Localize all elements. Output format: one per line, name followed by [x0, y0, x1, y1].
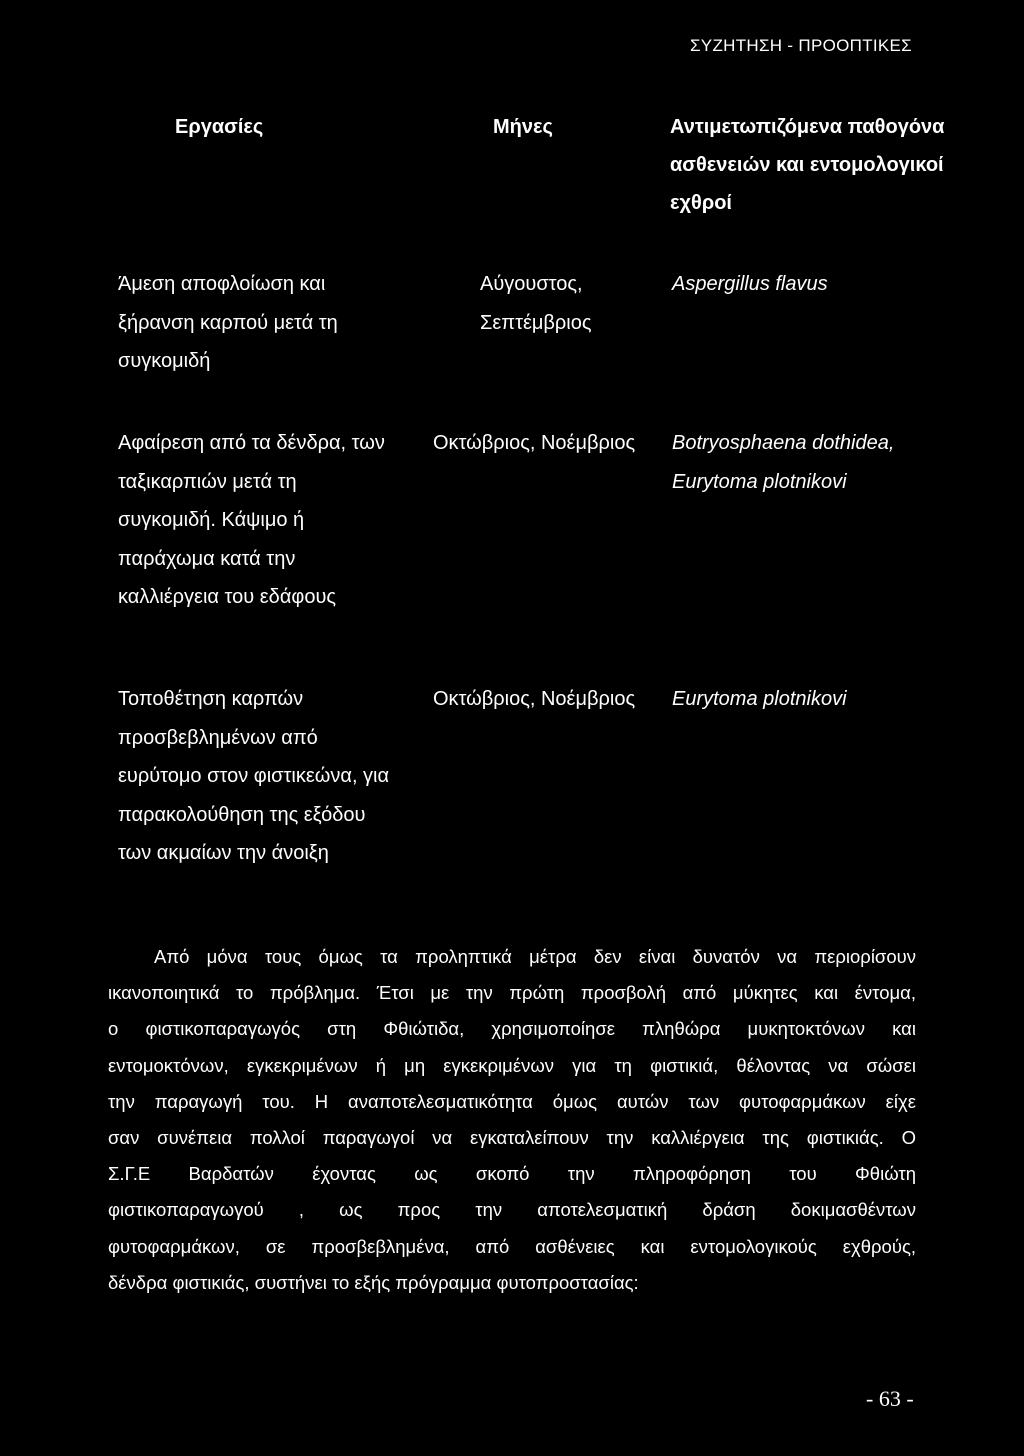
column-header-months: Μήνες: [493, 116, 553, 138]
months-line: Οκτώβριος, Νοέμβριος: [433, 688, 636, 710]
task-line: συγκομιδή: [118, 350, 211, 372]
paragraph-line: Σ.Γ.Ε Βαρδατών έχοντας ως σκοπό την πληροφόρηση του Φθιώτη: [108, 1163, 916, 1185]
paragraph-line: ικανοποιητικά το πρόβλημα. Έτσι με την πρώτη προσβολή από μύκητες και έντομα,: [108, 982, 916, 1004]
months-line: Οκτώβριος, Νοέμβριος: [433, 432, 636, 454]
task-line: καλλιέργεια του εδάφους: [118, 586, 337, 608]
row-3-months: [433, 680, 635, 719]
row-1-task: [118, 265, 338, 381]
running-header: ΣΥΖΗΤΗΣΗ - ΠΡΟΟΠΤΙΚΕΣ: [690, 36, 912, 55]
task-line: Άμεση αποφλοίωση και: [118, 273, 326, 295]
task-line: προσβεβλημένων από: [118, 726, 318, 749]
paragraph-line: Από μόνα τους όμως τα προληπτικά μέτρα δεν είναι δυνατόν να περιορίσουν: [154, 946, 916, 967]
paragraph-line: δένδρα φιστικιάς, συστήνει το εξής πρόγραμμα φυτοπροστασίας:: [108, 1271, 639, 1293]
task-line: παρακολούθηση της εξόδου: [118, 803, 366, 826]
task-line: παράχωμα κατά την: [118, 547, 296, 570]
task-line: των ακμαίων την άνοιξη: [118, 842, 329, 864]
column-header-threats-line: ασθενειών και εντομολογικοί: [670, 154, 944, 176]
threats-line: Aspergillus flavus: [672, 273, 828, 295]
task-line: ξήρανση καρπού μετά τη: [118, 311, 338, 334]
row-1-months: [480, 265, 592, 342]
task-line: ευρύτομο στον φιστικεώνα, για: [118, 765, 390, 787]
paragraph-line: την παραγωγή του. Η αναποτελεσματικότητα όμως αυτών των φυτοφαρμάκων είχε: [108, 1090, 916, 1112]
task-line: συγκομιδή. Κάψιμο ή: [118, 509, 305, 531]
page-number: - 63 -: [866, 1386, 914, 1411]
paragraph-line: φιστικοπαραγωγού , ως προς την αποτελεσματική δράση δοκιμασθέντων: [108, 1199, 916, 1221]
paragraph-line: σαν συνέπεια πολλοί παραγωγοί να εγκαταλείπουν την καλλιέργεια της φιστικιάς. Ο: [108, 1127, 916, 1149]
paragraph-line: φυτοφαρμάκων, σε προσβεβλημένα, από ασθένειες και εντομολογικούς εχθρούς,: [108, 1235, 916, 1257]
threats-line: Eurytoma plotnikovi: [672, 688, 847, 710]
threats-line: Eurytoma plotnikovi: [672, 470, 847, 493]
paragraph-line: ο φιστικοπαραγωγός στη Φθιώτιδα, χρησιμοποίησε πληθώρα μυκητοκτόνων και: [108, 1018, 916, 1040]
row-2-months: [433, 424, 635, 463]
threats-line: Botryosphaena dothidea,: [672, 432, 895, 454]
row-2-threats: [672, 424, 894, 501]
paragraph-line: εντομοκτόνων, εγκεκριμένων ή μη εγκεκριμένων για τη φιστικιά, θέλοντας να σώσει: [108, 1054, 916, 1076]
body-paragraph: [108, 939, 916, 1301]
row-3-threats: [672, 680, 847, 719]
task-line: Τοποθέτηση καρπών: [118, 688, 304, 710]
column-header-threats: [670, 108, 944, 222]
column-header-threats-line: εχθροί: [670, 192, 732, 214]
months-line: Αύγουστος,: [480, 273, 583, 295]
column-header-tasks: Εργασίες: [175, 116, 264, 138]
task-line: Αφαίρεση από τα δένδρα, των: [118, 432, 385, 454]
row-2-task: [118, 424, 385, 617]
column-header-threats-line: Αντιμετωπιζόμενα παθογόνα: [670, 116, 945, 138]
task-line: ταξικαρπιών μετά τη: [118, 470, 297, 493]
row-1-threats: [672, 265, 828, 304]
months-line: Σεπτέμβριος: [480, 311, 592, 334]
row-3-task: [118, 680, 389, 873]
